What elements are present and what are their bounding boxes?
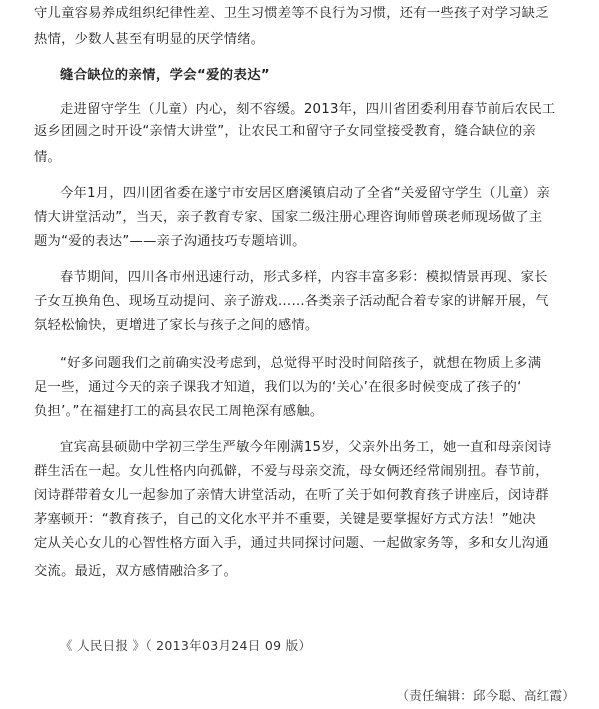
paragraph-line: 情大讲堂活动”，当天，亲子教育专家、国家二级注册心理咨询师曾瑛老师现场做了主 [34, 210, 543, 225]
source-citation: 《 人民日报 》（ 2013年03月24日 09 版） [60, 638, 312, 653]
paragraph-line: 氛轻松愉快，更增进了家长与孩子之间的感情。 [34, 318, 319, 333]
paragraph-line: 负担’。”在福建打工的高县农民工周艳深有感触。 [34, 404, 324, 419]
paragraph-line: 宜宾高县硕勋中学初三学生严敏今年刚满15岁，父亲外出务工，她一直和母亲闵诗 [60, 440, 552, 455]
paragraph-line: 题为“爱的表达”——亲子沟通技巧专题培训。 [34, 234, 306, 249]
paragraph-line: 返乡团圆之时开设“亲情大讲堂”，让农民工和留守子女同堂接受教育，缝合缺位的亲 [34, 124, 536, 139]
paragraph-line: 闵诗群带着女儿一起参加了亲情大讲堂活动，在听了关于如何教育孩子讲座后，闵诗群 [34, 488, 549, 503]
paragraph-line: 定从关心女儿的心智性格方面入手，通过共同探讨问题、一起做家务等，多和女儿沟通 [34, 536, 549, 551]
paragraph-line: 群生活在一起。女儿性格内向孤僻，不爱与母亲交流，母女俩还经常闹别扭。春节前， [34, 464, 549, 479]
section-heading: 缝合缺位的亲情，学会“爱的表达” [60, 68, 271, 83]
paragraph-line: 走进留守学生（儿童）内心，刻不容缓。2013年，四川省团委利用春节前后农民工 [60, 102, 556, 117]
paragraph-line: 今年1月，四川团省委在遂宁市安居区磨溪镇启动了全省“关爱留守学生（儿童）亲 [60, 186, 550, 201]
paragraph-line: 交流。最近，双方感情融洽多了。 [34, 564, 238, 579]
paragraph-line: 茅塞顿开：“教育孩子，自己的文化水平并不重要，关键是要掌握好方式方法！”她决 [34, 512, 536, 527]
paragraph-line: 足一些，通过今天的亲子课我才知道，我们以为的‘关心’在很多时候变成了孩子的‘ [34, 380, 522, 395]
paragraph-line: 情。 [34, 150, 62, 165]
paragraph-line: 春节期间，四川各市州迅速行动，形式多样，内容丰富多彩：模拟情景再现、家长 [60, 270, 548, 285]
paragraph-line: 守儿童容易养成组织纪律性差、卫生习惯差等不良行为习惯，还有一些孩子对学习缺乏 [34, 6, 549, 21]
editor-credit: （责任编辑：邱今聪、高红霞） [396, 688, 575, 703]
paragraph-line: 热情，少数人甚至有明显的厌学情绪。 [34, 32, 265, 47]
paragraph-line: “好多问题我们之前确实没考虑到，总觉得平时没时间陪孩子，就想在物质上多满 [60, 356, 542, 371]
paragraph-line: 子女互换角色、现场互动提问、亲子游戏……各类亲子活动配合着专家的讲解开展，气 [34, 294, 549, 309]
